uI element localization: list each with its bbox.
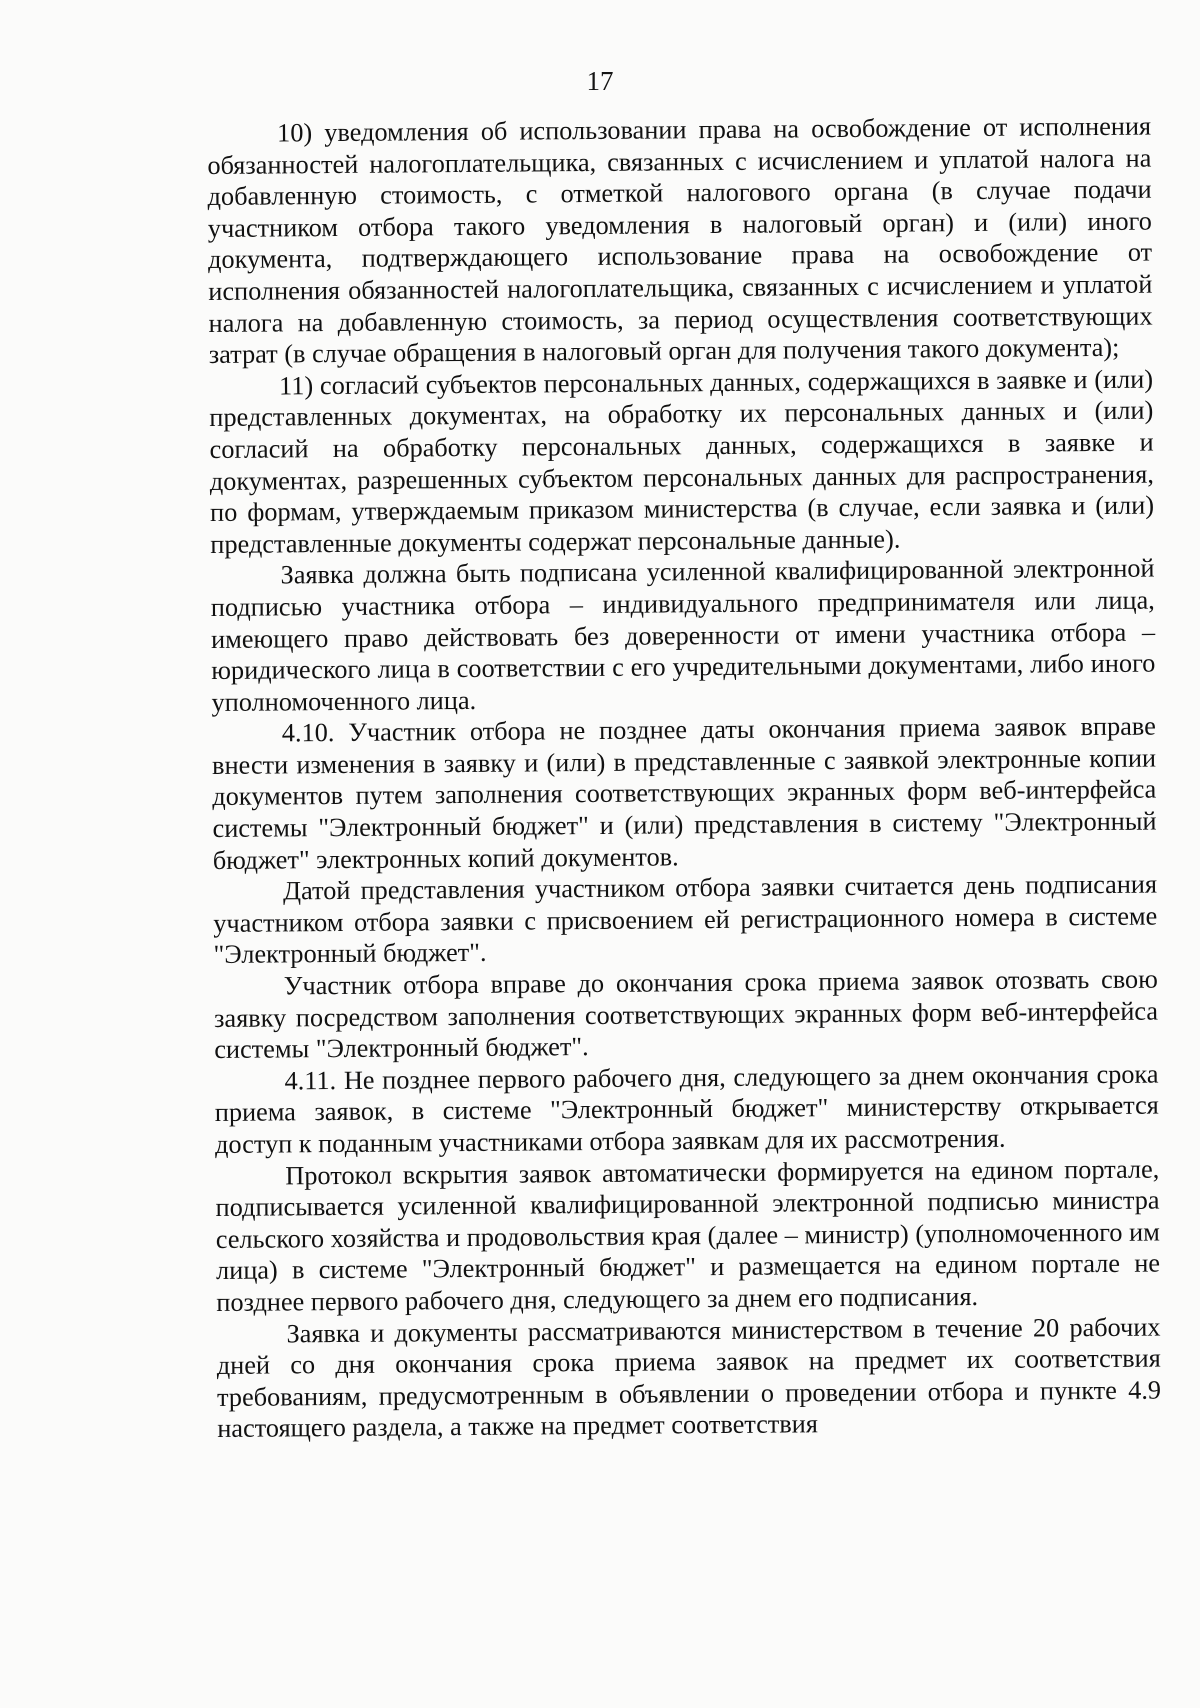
paragraph-section-4-10: 4.10. Участник отбора не позднее даты окончания приема заявок вправе внести изменения в заявку и (или) в представленные с заявкой электронные копии документов путем заполнения соответствующих экранных форм веб-интерфейса системы "Электронный бюджет" и (или) представления в систему "Электронный бюджет" электронных копий документов. bbox=[211, 711, 1157, 875]
paragraph-signature-requirement: Заявка должна быть подписана усиленной квалифицированной электронной подписью участника отбора – индивидуального предпринимателя или лица, имеющего право действовать без доверенности от имени участника отбора – юридического лица в соответствии с его учредительными документами, либо иного уполномоченного лица. bbox=[210, 553, 1156, 717]
document-body bbox=[207, 111, 1161, 1445]
paragraph-item-11: 11) согласий субъектов персональных данных, содержащихся в заявке и (или) представленных документах, на обработку их персональных данных и (или) согласий на обработку персональных данных, содержащихся в заявке и документах, разрешенных субъектом персональных данных для распространения, по формам, утверждаемым приказом министерства (в случае, если заявка и (или) представленные документы содержат персональные данные). bbox=[209, 364, 1155, 559]
paragraph-review-period: Заявка и документы рассматриваются министерством в течение 20 рабочих дней со дня окончания срока приема заявок на предмет их соответствия требованиям, предусмотренным в объявлении о проведении отбора и пункте 4.9 настоящего раздела, а также на предмет соответствия bbox=[216, 1312, 1162, 1444]
paragraph-opening-protocol: Протокол вскрытия заявок автоматически формируется на едином портале, подписывается усиленной квалифицированной электронной подписью министра сельского хозяйства и продовольствия края (далее – министр) (уполномоченного им лица) в системе "Электронный бюджет" и размещается на едином портале не позднее первого рабочего дня, следующего за днем его подписания. bbox=[215, 1154, 1161, 1317]
paragraph-section-4-11: 4.11. Не позднее первого рабочего дня, следующего за днем окончания срока приема заявок, в системе "Электронный бюджет" министерству открывается доступ к поданным участниками отбора заявкам для их рассмотрения. bbox=[214, 1059, 1159, 1159]
paragraph-item-10: 10) уведомления об использовании права на освобождение от исполнения обязанностей налогоплательщика, связанных с исчислением и уплатой налога на добавленную стоимость, с отметкой налогового органа (в случае подачи участником отбора такого уведомления в налоговый орган) и (или) иного документа, подтверждающего использование права на освобождение от исполнения обязанностей налогоплательщика, связанных с исчислением и уплатой налога на добавленную стоимость, за период осуществления соответствующих затрат (в случае обращения в налоговый орган для получения такого документа); bbox=[207, 111, 1153, 370]
paragraph-withdrawal: Участник отбора вправе до окончания срока приема заявок отозвать свою заявку посредством заполнения соответствующих экранных форм веб-интерфейса системы "Электронный бюджет". bbox=[213, 964, 1159, 1065]
paragraph-submission-date: Датой представления участником отбора заявки считается день подписания участником отбора заявки с присвоением ей регистрационного номера в системе "Электронный бюджет". bbox=[213, 869, 1158, 970]
page-number: 17 bbox=[586, 66, 614, 96]
